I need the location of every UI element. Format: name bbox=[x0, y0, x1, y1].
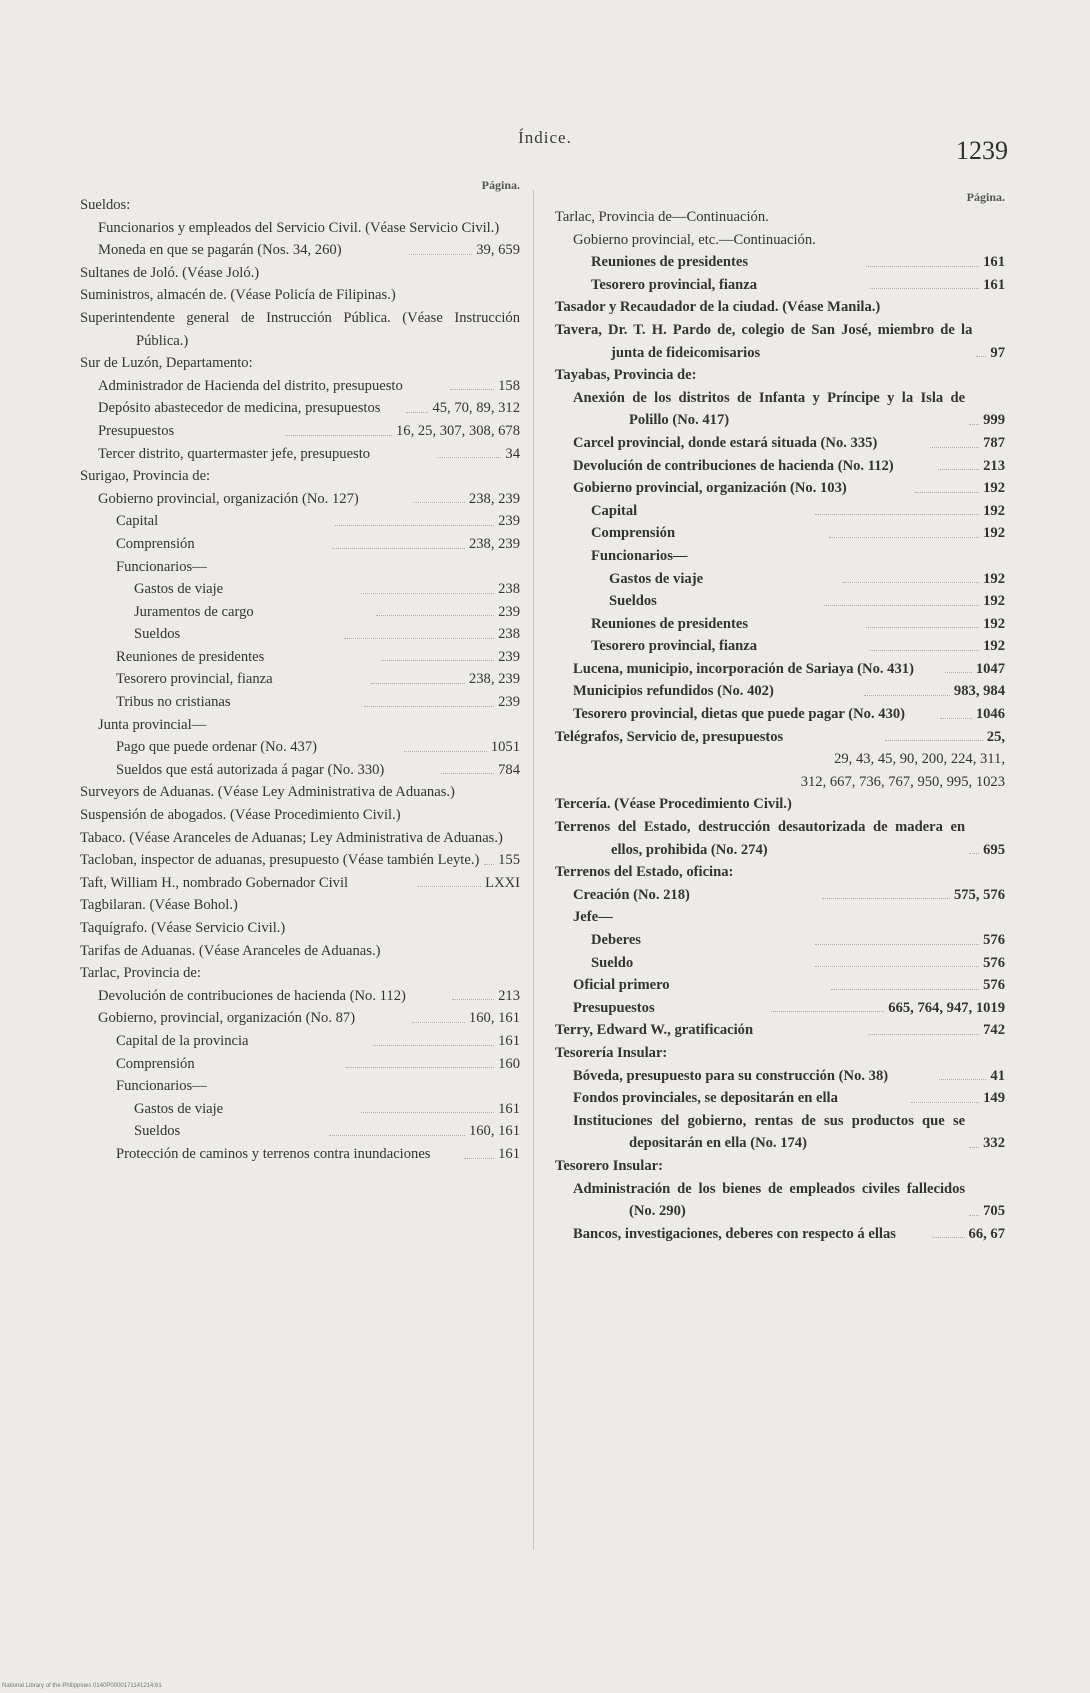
index-entry bbox=[80, 510, 520, 533]
entry-page-ref: 161 bbox=[498, 1032, 520, 1049]
entry-text: Oficial primero bbox=[573, 977, 670, 994]
entry-text: Tesorero provincial, fianza bbox=[116, 671, 273, 688]
entry-page-ref: 34 bbox=[505, 445, 520, 462]
index-entry bbox=[555, 1155, 1005, 1178]
entry-text: Suspensión de abogados. (Véase Procedimiento Civil.) bbox=[80, 807, 401, 824]
index-entry bbox=[80, 420, 520, 443]
entry-page-ref: 192 bbox=[983, 525, 1005, 542]
dot-leader bbox=[346, 1067, 494, 1068]
dot-leader bbox=[815, 514, 979, 515]
index-entry bbox=[555, 251, 1005, 274]
index-entry bbox=[80, 917, 520, 940]
dot-leader bbox=[450, 389, 494, 390]
dot-leader bbox=[915, 492, 979, 493]
index-entry bbox=[80, 1030, 520, 1053]
dot-leader bbox=[824, 605, 979, 606]
entry-page-ref: 66, 67 bbox=[968, 1225, 1006, 1242]
entry-text: Protección de caminos y terrenos contra inundaciones bbox=[116, 1145, 431, 1162]
entry-page-ref: 983, 984 bbox=[953, 683, 1005, 700]
index-entry bbox=[555, 1087, 1005, 1110]
entry-page-ref: 41 bbox=[990, 1067, 1006, 1084]
index-entry bbox=[555, 726, 1005, 749]
entry-text: Bancos, investigaciones, deberes con respecto á ellas bbox=[573, 1225, 896, 1242]
entry-text: Tasador y Recaudador de la ciudad. (Véase Manila.) bbox=[555, 299, 881, 316]
entry-text: Gobierno provincial, organización (No. 103) bbox=[573, 480, 847, 497]
entry-text: Superintendente general de Instrucción Pública. (Véase Instrucción Pública.) bbox=[80, 309, 520, 349]
index-entry bbox=[555, 206, 1005, 229]
entry-text: Depósito abastecedor de medicina, presupuestos bbox=[98, 400, 381, 417]
index-entry-continuation: 29, 43, 45, 90, 200, 224, 311, bbox=[834, 751, 1005, 768]
dot-leader bbox=[344, 638, 494, 639]
index-entry bbox=[555, 1042, 1005, 1065]
dot-leader bbox=[285, 435, 392, 436]
index-entry bbox=[80, 623, 520, 646]
entry-text: Tavera, Dr. T. H. Pardo de, colegio de San José, miembro de la junta de fideicomisarios bbox=[555, 321, 973, 361]
dot-leader bbox=[864, 695, 950, 696]
entry-page-ref: 705 bbox=[983, 1203, 1005, 1220]
entry-text: Jefe— bbox=[573, 909, 613, 926]
index-entry bbox=[555, 319, 1005, 364]
index-entry bbox=[80, 465, 520, 488]
dot-leader bbox=[969, 1147, 979, 1148]
entry-text: Funcionarios— bbox=[116, 558, 207, 575]
dot-leader bbox=[815, 944, 979, 945]
entry-page-ref: 161 bbox=[498, 1100, 520, 1117]
index-entry bbox=[80, 1143, 520, 1166]
entry-text: Surveyors de Aduanas. (Véase Ley Administrativa de Aduanas.) bbox=[80, 784, 455, 801]
index-entry bbox=[80, 284, 520, 307]
dot-leader bbox=[939, 1079, 986, 1080]
entry-page-ref: 784 bbox=[498, 761, 521, 778]
entry-text: Pago que puede ordenar (No. 437) bbox=[116, 739, 318, 756]
entry-text: Gobierno provincial, organización (No. 127) bbox=[98, 490, 359, 507]
index-entry bbox=[555, 522, 1005, 545]
index-entry bbox=[80, 1120, 520, 1143]
dot-leader bbox=[373, 1045, 494, 1046]
entry-page-ref: 238 bbox=[498, 626, 521, 643]
dot-leader bbox=[969, 424, 979, 425]
entry-text: Gobierno, provincial, organización (No. 87) bbox=[98, 1010, 356, 1027]
dot-leader bbox=[329, 1135, 464, 1136]
entry-text: Anexión de los distritos de Infanta y Príncipe y la Isla de Polillo (No. 417) bbox=[573, 389, 966, 429]
index-entry bbox=[80, 962, 520, 985]
index-entry bbox=[555, 1065, 1005, 1088]
entry-text: Presupuestos bbox=[573, 999, 655, 1016]
dot-leader bbox=[932, 1237, 964, 1238]
column-label: Página. bbox=[481, 178, 520, 192]
entry-text: Terry, Edward W., gratificación bbox=[555, 1022, 754, 1039]
entry-page-ref: 575, 576 bbox=[953, 886, 1006, 903]
dot-leader bbox=[361, 593, 494, 594]
entry-page-ref: 213 bbox=[498, 987, 520, 1004]
index-entry bbox=[80, 307, 520, 352]
page-number: 1239 bbox=[956, 136, 1008, 165]
index-entry bbox=[80, 375, 520, 398]
index-entry bbox=[80, 239, 520, 262]
entry-page-ref: 192 bbox=[983, 570, 1005, 587]
right-column bbox=[555, 190, 1005, 1245]
index-entry bbox=[80, 894, 520, 917]
index-entry bbox=[555, 229, 1005, 252]
entry-text: Bóveda, presupuesto para su construcción (No. 38) bbox=[573, 1067, 889, 1084]
index-entry bbox=[80, 217, 520, 240]
entry-page-ref: 158 bbox=[498, 377, 521, 394]
index-entry bbox=[80, 194, 520, 217]
entry-text: Capital bbox=[591, 502, 638, 519]
entry-page-ref: 192 bbox=[983, 502, 1006, 519]
dot-leader bbox=[406, 412, 428, 413]
entry-text: Sur de Luzón, Departamento: bbox=[80, 355, 253, 372]
entry-page-ref: 192 bbox=[983, 615, 1005, 632]
entry-page-ref: 160, 161 bbox=[468, 1010, 520, 1027]
index-entry bbox=[80, 601, 520, 624]
entry-text: Gobierno provincial, etc.—Continuación. bbox=[573, 231, 816, 248]
entry-text: Tarlac, Provincia de—Continuación. bbox=[555, 209, 769, 225]
dot-leader bbox=[417, 886, 482, 887]
index-entry bbox=[555, 455, 1005, 478]
entry-text: Tercería. (Véase Procedimiento Civil.) bbox=[555, 796, 792, 813]
index-entry bbox=[555, 613, 1005, 636]
entry-text: Sueldos bbox=[134, 1123, 181, 1140]
entry-page-ref: 39, 659 bbox=[476, 242, 520, 259]
entry-text: Capital de la provincia bbox=[116, 1032, 249, 1049]
entry-text: Surigao, Provincia de: bbox=[80, 468, 211, 485]
entry-text: Taft, William H., nombrado Gobernador Civil bbox=[80, 874, 349, 891]
dot-leader bbox=[414, 502, 465, 503]
entry-page-ref: 97 bbox=[990, 344, 1005, 361]
entry-page-ref: 238, 239 bbox=[468, 490, 520, 507]
left-column bbox=[80, 178, 520, 1166]
entry-page-ref: 1051 bbox=[490, 739, 521, 756]
dot-leader bbox=[404, 751, 487, 752]
index-entry bbox=[80, 691, 520, 714]
index-entry bbox=[555, 1223, 1005, 1246]
dot-leader bbox=[843, 582, 979, 583]
index-entry bbox=[555, 296, 1005, 319]
index-entry bbox=[555, 1019, 1005, 1042]
index-entry bbox=[555, 477, 1005, 500]
index-entry bbox=[80, 781, 520, 804]
index-entry bbox=[555, 793, 1005, 816]
index-entry bbox=[555, 500, 1005, 523]
dot-leader bbox=[364, 706, 494, 707]
entry-page-ref: 160, 161 bbox=[468, 1123, 521, 1140]
entry-text: Fondos provinciales, se depositarán en ella bbox=[573, 1090, 838, 1107]
entry-text: Gastos de viaje bbox=[134, 1100, 224, 1117]
index-entry bbox=[555, 974, 1005, 997]
dot-leader bbox=[831, 989, 979, 990]
entry-page-ref: 695 bbox=[983, 841, 1005, 858]
index-entry bbox=[555, 861, 1005, 884]
index-entry bbox=[80, 759, 520, 782]
index-entry bbox=[555, 658, 1005, 681]
entry-text: Tagbilaran. (Véase Bohol.) bbox=[80, 897, 238, 914]
dot-leader bbox=[822, 898, 950, 899]
entry-text: Moneda en que se pagarán (Nos. 34, 260) bbox=[98, 242, 342, 259]
entry-text: Municipios refundidos (No. 402) bbox=[573, 683, 774, 700]
entry-page-ref: 238, 239 bbox=[468, 671, 520, 688]
index-entry bbox=[555, 545, 1005, 568]
dot-leader bbox=[829, 537, 979, 538]
index-entry bbox=[80, 262, 520, 285]
entry-page-ref: 332 bbox=[983, 1135, 1005, 1152]
entry-text: Tacloban, inspector de aduanas, presupuesto (Véase también Leyte.) bbox=[80, 852, 480, 869]
entry-text: Telégrafos, Servicio de, presupuestos bbox=[555, 728, 784, 745]
dot-leader bbox=[866, 266, 980, 267]
entry-page-ref: 576 bbox=[983, 932, 1006, 948]
entry-text: Terrenos del Estado, oficina: bbox=[555, 864, 734, 881]
footer-attribution: National Library of the Philippines 0140P0000171141214:61 bbox=[2, 1683, 162, 1689]
entry-page-ref: 576 bbox=[983, 954, 1006, 971]
index-entry bbox=[80, 736, 520, 759]
entry-text: Juramentos de cargo bbox=[134, 603, 254, 620]
entry-text: Funcionarios— bbox=[116, 1078, 207, 1095]
index-entry bbox=[80, 488, 520, 511]
entry-page-ref: 238 bbox=[498, 581, 520, 598]
entry-text: Terrenos del Estado, destrucción desautorizada de madera en ellos, prohibida (No. 274) bbox=[555, 819, 966, 858]
entry-page-ref: 213 bbox=[983, 457, 1005, 474]
entry-page-ref: 192 bbox=[983, 480, 1005, 497]
entry-text: Tarifas de Aduanas. (Véase Aranceles de Aduanas.) bbox=[80, 942, 381, 959]
dot-leader bbox=[815, 966, 979, 967]
index-entry bbox=[555, 590, 1005, 613]
entry-text: Administrador de Hacienda del distrito, presupuesto bbox=[98, 377, 403, 394]
index-entry bbox=[80, 714, 520, 737]
entry-text: Devolución de contribuciones de hacienda (No. 112) bbox=[98, 987, 406, 1004]
entry-page-ref: 192 bbox=[983, 638, 1005, 655]
dot-leader bbox=[332, 548, 465, 549]
entry-page-ref: 239 bbox=[498, 648, 521, 665]
index-entry bbox=[555, 635, 1005, 658]
entry-page-ref: 155 bbox=[498, 852, 520, 869]
index-entry bbox=[80, 397, 520, 420]
entry-text: Reuniones de presidentes bbox=[591, 615, 749, 632]
entry-text: Gastos de viaje bbox=[134, 581, 224, 598]
dot-leader bbox=[464, 1158, 494, 1159]
index-entry bbox=[80, 827, 520, 850]
entry-text: Sueldo bbox=[591, 954, 634, 971]
index-entry bbox=[555, 1110, 1005, 1155]
index-entry bbox=[80, 668, 520, 691]
dot-leader bbox=[911, 1102, 980, 1103]
dot-leader bbox=[885, 740, 983, 741]
entry-text: Tesorería Insular: bbox=[555, 1044, 668, 1061]
entry-text: Instituciones del gobierno, rentas de sus productos que se depositarán en ella (No. 174) bbox=[573, 1112, 966, 1152]
entry-text: Tayabas, Provincia de: bbox=[555, 367, 697, 384]
entry-page-ref: 45, 70, 89, 312 bbox=[432, 400, 520, 417]
entry-text: Carcel provincial, donde estará situada (No. 335) bbox=[573, 434, 878, 451]
index-entry bbox=[555, 568, 1005, 591]
index-entry bbox=[555, 703, 1005, 726]
index-entry bbox=[80, 1053, 520, 1076]
index-entry-continuation: 312, 667, 736, 767, 950, 995, 1023 bbox=[800, 773, 1005, 790]
entry-text: Junta provincial— bbox=[98, 716, 207, 733]
index-entry bbox=[555, 816, 1005, 861]
index-entry bbox=[80, 1007, 520, 1030]
entry-text: Sueldos: bbox=[80, 197, 131, 213]
index-entry bbox=[80, 1098, 520, 1121]
index-entry bbox=[80, 940, 520, 963]
dot-leader bbox=[771, 1011, 884, 1012]
entry-text: Tarlac, Provincia de: bbox=[80, 965, 201, 982]
entry-page-ref: 787 bbox=[983, 434, 1006, 451]
entry-text: Comprensión bbox=[591, 525, 676, 542]
entry-text: Suministros, almacén de. (Véase Policía de Filipinas.) bbox=[80, 287, 396, 304]
dot-leader bbox=[484, 864, 494, 865]
dot-leader bbox=[381, 660, 494, 661]
index-entry bbox=[555, 680, 1005, 703]
dot-leader bbox=[335, 525, 494, 526]
index-entry bbox=[555, 432, 1005, 455]
dot-leader bbox=[930, 447, 979, 448]
entry-text: Comprensión bbox=[116, 535, 195, 552]
dot-leader bbox=[938, 469, 979, 470]
index-entry bbox=[80, 872, 520, 895]
dot-leader bbox=[969, 1215, 979, 1216]
entry-page-ref: LXXI bbox=[485, 874, 521, 891]
dot-leader bbox=[969, 853, 979, 854]
entry-text: Tesorero provincial, fianza bbox=[591, 638, 758, 655]
index-entry bbox=[80, 1075, 520, 1098]
dot-leader bbox=[452, 999, 494, 1000]
entry-text: Taquígrafo. (Véase Servicio Civil.) bbox=[80, 920, 286, 936]
entry-page-ref: 1046 bbox=[975, 706, 1005, 723]
entry-text: Funcionarios— bbox=[591, 547, 688, 564]
dot-leader bbox=[438, 457, 502, 458]
dot-leader bbox=[868, 1034, 979, 1035]
entry-text: Reuniones de presidentes bbox=[116, 648, 265, 665]
index-entry bbox=[555, 952, 1005, 975]
entry-text: Gastos de viaje bbox=[609, 570, 704, 587]
index-entry bbox=[555, 906, 1005, 929]
column-divider bbox=[533, 190, 534, 1550]
entry-text: Capital bbox=[116, 513, 159, 530]
index-entry bbox=[80, 533, 520, 556]
dot-leader bbox=[945, 672, 972, 673]
index-entry bbox=[80, 804, 520, 827]
entry-page-ref: 25, bbox=[986, 728, 1006, 745]
index-entry bbox=[555, 1178, 1005, 1223]
index-entry bbox=[555, 387, 1005, 432]
entry-page-ref: 665, 764, 947, 1019 bbox=[888, 999, 1006, 1016]
entry-text: Tesorero provincial, fianza bbox=[591, 276, 758, 293]
entry-page-ref: 239 bbox=[498, 513, 521, 530]
dot-leader bbox=[870, 650, 979, 651]
entry-text: Tesorero Insular: bbox=[555, 1157, 663, 1174]
entry-text: Tesorero provincial, dietas que puede pagar (No. 430) bbox=[573, 706, 906, 723]
column-label: Página. bbox=[966, 190, 1005, 204]
entry-text: Deberes bbox=[591, 932, 641, 948]
index-entry bbox=[80, 578, 520, 601]
entry-page-ref: 239 bbox=[498, 603, 521, 620]
index-entry bbox=[80, 556, 520, 579]
dot-leader bbox=[371, 683, 465, 684]
entry-text: Tercer distrito, quartermaster jefe, presupuesto bbox=[98, 445, 371, 462]
index-entry bbox=[80, 443, 520, 466]
entry-text: Funcionarios y empleados del Servicio Civil. (Véase Servicio Civil.) bbox=[98, 219, 500, 236]
entry-text: Sultanes de Joló. (Véase Joló.) bbox=[80, 264, 260, 281]
index-entry bbox=[555, 274, 1005, 297]
entry-text: Presupuestos bbox=[98, 422, 175, 439]
dot-leader bbox=[361, 1112, 494, 1113]
page-title: Índice. bbox=[518, 128, 572, 147]
index-entry bbox=[555, 929, 1005, 952]
index-entry bbox=[80, 985, 520, 1008]
entry-text: Tribus no cristianas bbox=[116, 694, 231, 711]
entry-page-ref: 1047 bbox=[975, 660, 1005, 677]
index-entry bbox=[555, 884, 1005, 907]
entry-text: Tabaco. (Véase Aranceles de Aduanas; Ley Administrativa de Aduanas.) bbox=[80, 829, 503, 846]
dot-leader bbox=[409, 254, 472, 255]
dot-leader bbox=[441, 773, 494, 774]
entry-page-ref: 239 bbox=[498, 694, 521, 711]
index-entry bbox=[80, 646, 520, 669]
entry-text: Sueldos bbox=[609, 593, 657, 610]
entry-page-ref: 161 bbox=[983, 254, 1005, 271]
dot-leader bbox=[866, 627, 980, 628]
dot-leader bbox=[376, 615, 494, 616]
dot-leader bbox=[940, 718, 971, 719]
entry-page-ref: 999 bbox=[983, 412, 1005, 429]
entry-text: Creación (No. 218) bbox=[573, 886, 690, 903]
entry-text: Reuniones de presidentes bbox=[591, 254, 749, 271]
dot-leader bbox=[412, 1022, 465, 1023]
dot-leader bbox=[976, 356, 986, 357]
entry-text: Administración de los bienes de empleados civiles fallecidos (No. 290) bbox=[573, 1180, 966, 1220]
entry-page-ref: 576 bbox=[983, 977, 1006, 994]
entry-text: Devolución de contribuciones de hacienda (No. 112) bbox=[573, 457, 894, 474]
index-entry bbox=[555, 364, 1005, 387]
entry-page-ref: 16, 25, 307, 308, 678 bbox=[395, 422, 521, 439]
entry-text: Sueldos bbox=[134, 626, 181, 643]
entry-text: Sueldos que está autorizada á pagar (No. 330) bbox=[116, 761, 385, 778]
entry-text: Comprensión bbox=[116, 1055, 195, 1072]
entry-page-ref: 192 bbox=[983, 593, 1006, 610]
entry-page-ref: 161 bbox=[983, 276, 1005, 293]
index-entry bbox=[80, 352, 520, 375]
entry-page-ref: 238, 239 bbox=[468, 535, 521, 552]
dot-leader bbox=[870, 288, 979, 289]
entry-text: Lucena, municipio, incorporación de Sariaya (No. 431) bbox=[573, 660, 914, 677]
entry-page-ref: 149 bbox=[983, 1090, 1006, 1107]
entry-page-ref: 161 bbox=[498, 1145, 520, 1162]
entry-page-ref: 160 bbox=[498, 1055, 521, 1072]
index-entry bbox=[80, 849, 520, 872]
index-entry bbox=[555, 997, 1005, 1020]
entry-page-ref: 742 bbox=[983, 1022, 1005, 1039]
